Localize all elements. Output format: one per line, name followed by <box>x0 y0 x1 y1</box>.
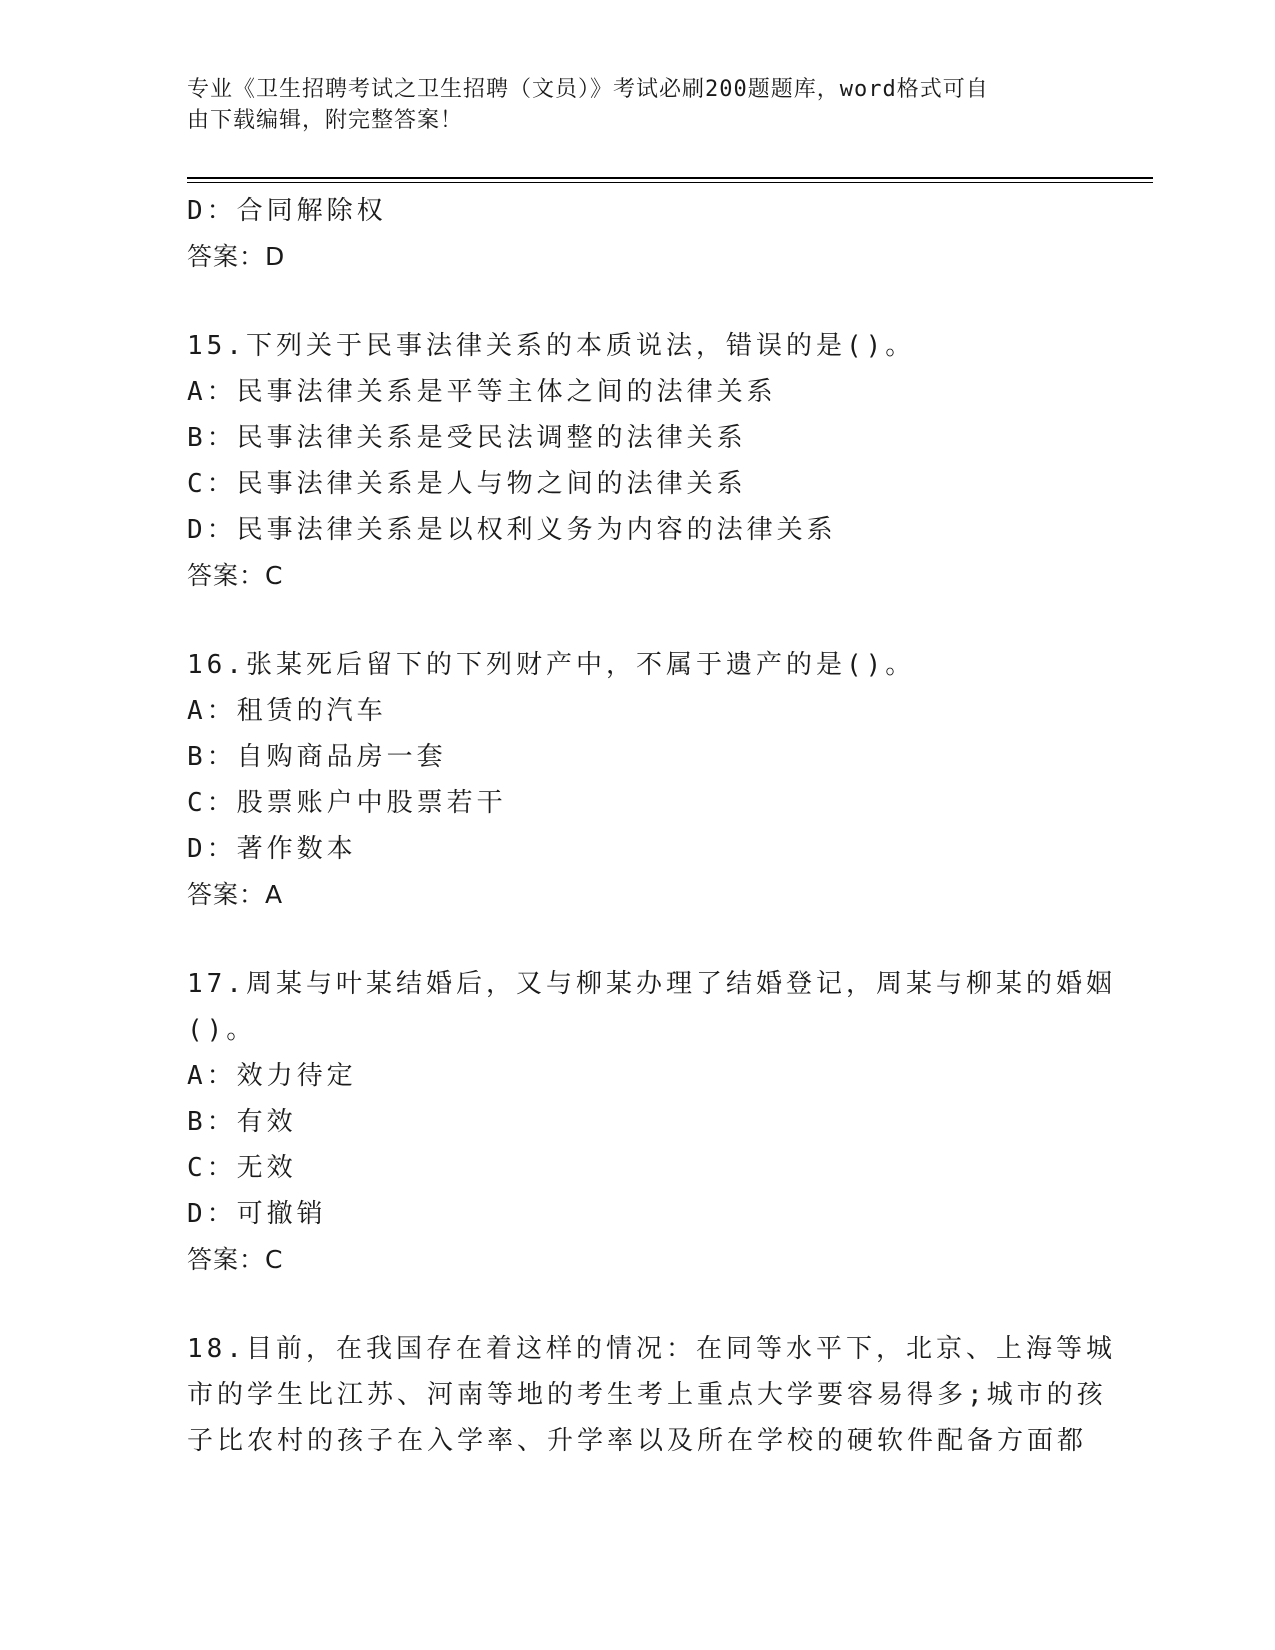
question-content <box>187 188 1116 1464</box>
option-b: B：有效 <box>187 1107 297 1137</box>
option-c: C：民事法律关系是人与物之间的法律关系 <box>187 469 747 499</box>
question-stem: 17.周某与叶某结婚后，又与柳某办理了结婚登记，周某与柳某的婚姻 <box>187 969 1116 999</box>
option-d: D：著作数本 <box>187 834 357 864</box>
header-line-1: 专业《卫生招聘考试之卫生招聘（文员）》考试必刷200题题库，word格式可自 <box>187 77 989 102</box>
option-b: B：自购商品房一套 <box>187 742 447 772</box>
option-c: C：无效 <box>187 1153 297 1183</box>
option-b: B：民事法律关系是受民法调整的法律关系 <box>187 423 747 453</box>
option-a: A：民事法律关系是平等主体之间的法律关系 <box>187 377 777 407</box>
option-d: D：民事法律关系是以权利义务为内容的法律关系 <box>187 515 837 545</box>
option-d: D：可撤销 <box>187 1199 327 1229</box>
question-15 <box>187 323 1087 599</box>
question-stem-cont: 子比农村的孩子在入学率、升学率以及所在学校的硬软件配备方面都 <box>187 1426 1088 1456</box>
question-18 <box>187 1326 1116 1464</box>
question-stem-cont: 市的学生比江苏、河南等地的考生考上重点大学要容易得多;城市的孩 <box>187 1380 1107 1410</box>
header-line-2: 由下载编辑，附完整答案！ <box>187 108 464 133</box>
answer: 答案：C <box>187 561 284 590</box>
option-c: C：股票账户中股票若干 <box>187 788 507 818</box>
question-16 <box>187 642 1087 918</box>
document-header <box>187 74 1067 136</box>
answer: 答案：A <box>187 880 284 909</box>
header-rule-thin <box>187 182 1153 183</box>
question-stem: 15.下列关于民事法律关系的本质说法，错误的是()。 <box>187 331 916 361</box>
prev-option-d: D：合同解除权 <box>187 196 387 226</box>
answer: 答案：C <box>187 1245 284 1274</box>
question-17 <box>187 961 1116 1283</box>
option-a: A：效力待定 <box>187 1061 357 1091</box>
question-stem: 18.目前，在我国存在着这样的情况：在同等水平下，北京、上海等城 <box>187 1334 1116 1364</box>
question-stem: 16.张某死后留下的下列财产中，不属于遗产的是()。 <box>187 650 916 680</box>
option-a: A：租赁的汽车 <box>187 696 387 726</box>
prev-answer: 答案：D <box>187 242 286 271</box>
question-stem-cont: ()。 <box>187 1015 257 1045</box>
header-rule-thick <box>187 177 1153 179</box>
